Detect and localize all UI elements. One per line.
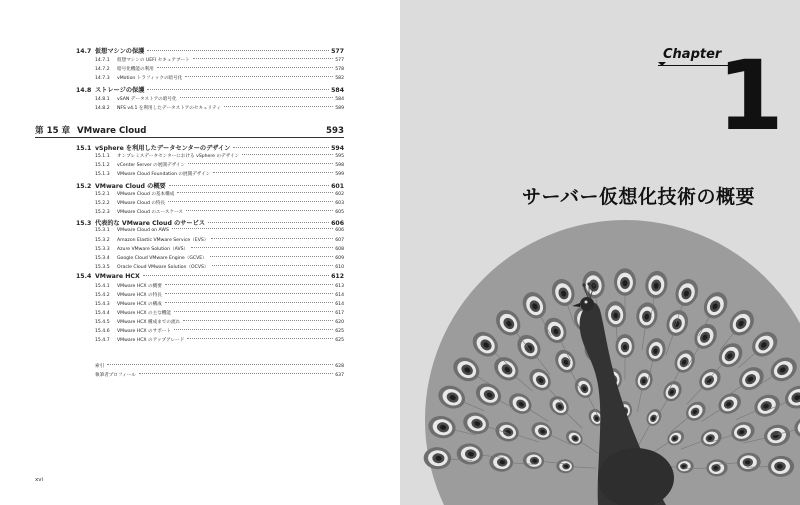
authors-title: 執筆者プロフィール bbox=[95, 373, 136, 378]
leader-dots bbox=[147, 50, 329, 51]
leader-dots bbox=[172, 228, 333, 229]
page-number: 614 bbox=[335, 302, 344, 307]
page-number: 584 bbox=[335, 97, 344, 102]
page-number: 599 bbox=[335, 172, 344, 177]
subsection-title: VMware Cloud のユースケース bbox=[117, 210, 184, 215]
section-title: 仮想マシンの保護 bbox=[95, 48, 145, 55]
page-number: 593 bbox=[326, 126, 344, 136]
toc-subsection[interactable] bbox=[95, 301, 344, 307]
page-number: 606 bbox=[331, 220, 344, 227]
page-number: 577 bbox=[335, 58, 344, 63]
toc-subsection[interactable] bbox=[95, 66, 344, 72]
toc-subsection[interactable] bbox=[95, 337, 344, 343]
subsection-title: Azure VMware Solution（AVS） bbox=[117, 247, 189, 252]
page-number: 606 bbox=[335, 228, 344, 233]
chapter-number: 1 bbox=[717, 40, 784, 152]
subsection-number: 15.4.1 bbox=[95, 284, 110, 289]
leader-dots bbox=[212, 265, 334, 266]
subsection-number: 15.4.6 bbox=[95, 329, 110, 334]
subsection-number: 15.2.3 bbox=[95, 210, 110, 215]
subsection-title: VMware Cloud の基本構成 bbox=[117, 192, 175, 197]
leader-dots bbox=[186, 210, 333, 211]
page-number: 628 bbox=[335, 364, 344, 369]
toc-subsection[interactable] bbox=[95, 237, 344, 243]
leader-dots bbox=[242, 154, 333, 155]
leader-dots bbox=[139, 373, 333, 374]
subsection-title: vSAN データストアの暗号化 bbox=[117, 97, 177, 102]
leader-dots bbox=[224, 106, 333, 107]
subsection-number: 15.3.2 bbox=[95, 238, 110, 243]
subsection-title: Oracle Cloud VMware Solution（OCVS） bbox=[117, 265, 209, 270]
subsection-title: Google Cloud VMware Engine（GCVE） bbox=[117, 256, 207, 261]
leader-dots bbox=[107, 364, 333, 365]
page-number: 582 bbox=[335, 76, 344, 81]
leader-dots bbox=[174, 329, 333, 330]
section-number: 15.1 bbox=[76, 145, 92, 152]
section-number: 15.3 bbox=[76, 220, 92, 227]
toc-subsection[interactable] bbox=[95, 283, 344, 289]
toc-section[interactable] bbox=[76, 273, 344, 280]
leader-dots bbox=[185, 76, 333, 77]
page-number: 607 bbox=[335, 238, 344, 243]
toc-subsection[interactable] bbox=[95, 264, 344, 270]
subsection-number: 15.4.7 bbox=[95, 338, 110, 343]
subsection-number: 15.1.3 bbox=[95, 172, 110, 177]
subsection-number: 14.8.1 bbox=[95, 97, 110, 102]
section-title: VMware Cloud の概要 bbox=[95, 183, 166, 190]
toc-subsection[interactable] bbox=[95, 255, 344, 261]
subsection-title: VMware HCX の主な機能 bbox=[117, 311, 171, 316]
page-number: 594 bbox=[331, 145, 344, 152]
toc-subsection[interactable] bbox=[95, 209, 344, 215]
toc-section[interactable] bbox=[76, 85, 344, 94]
subsection-number: 15.2.1 bbox=[95, 192, 110, 197]
page-number: 595 bbox=[335, 154, 344, 159]
leader-dots bbox=[208, 222, 329, 223]
leader-dots bbox=[147, 89, 329, 90]
leader-dots bbox=[210, 256, 333, 257]
page-number: 605 bbox=[335, 210, 344, 215]
toc-subsection[interactable] bbox=[95, 96, 344, 102]
page-number: 584 bbox=[331, 87, 344, 94]
chapter-label: Chapter bbox=[663, 47, 722, 62]
section-title: 代表的な VMware Cloud のサービス bbox=[95, 220, 205, 227]
toc-subsection[interactable] bbox=[95, 200, 344, 206]
toc-subsection[interactable] bbox=[95, 57, 344, 63]
subsection-title: VMware Cloud Foundation の展開デザイン bbox=[117, 172, 211, 177]
subsection-title: VMware HCX の構成 bbox=[117, 302, 162, 307]
leader-dots bbox=[191, 247, 333, 248]
subsection-title: VMware HCX 構成までの流れ bbox=[117, 320, 181, 325]
subsection-number: 15.4.2 bbox=[95, 293, 110, 298]
subsection-number: 15.4.3 bbox=[95, 302, 110, 307]
page-number: 613 bbox=[335, 284, 344, 289]
leader-dots bbox=[213, 172, 333, 173]
subsection-number: 15.4.5 bbox=[95, 320, 110, 325]
section-title: vSphere を利用したデータセンターのデザイン bbox=[95, 145, 231, 152]
leader-dots bbox=[183, 320, 333, 321]
page-folio: xvi bbox=[35, 477, 44, 483]
subsection-title: 仮想マシンの UEFI セキュアブート bbox=[117, 58, 190, 63]
subsection-number: 15.2.2 bbox=[95, 201, 110, 206]
subsection-number: 15.3.3 bbox=[95, 247, 110, 252]
page-number: 625 bbox=[335, 338, 344, 343]
page-number: 612 bbox=[331, 273, 344, 280]
leader-dots bbox=[193, 58, 334, 59]
toc-authors[interactable] bbox=[95, 372, 344, 378]
page-number: 598 bbox=[335, 163, 344, 168]
subsection-title: NFS v4.1 を利用したデータストアのセキュリティ bbox=[117, 106, 221, 111]
toc-subsection[interactable] bbox=[95, 246, 344, 252]
toc-subsection[interactable] bbox=[95, 171, 344, 177]
leader-dots bbox=[165, 302, 333, 303]
page-number: 609 bbox=[335, 256, 344, 261]
section-number: 14.7 bbox=[76, 48, 92, 55]
subsection-number: 15.3.5 bbox=[95, 265, 110, 270]
chapter-number: 第 15 章 bbox=[35, 126, 71, 136]
peacock-head bbox=[580, 297, 594, 311]
subsection-title: VMware HCX のアップグレード bbox=[117, 338, 185, 343]
subsection-title: vCenter Server の展開デザイン bbox=[117, 163, 185, 168]
index-title: 索引 bbox=[95, 364, 105, 369]
leader-dots bbox=[188, 163, 333, 164]
subsection-title: VMware Cloud の特長 bbox=[117, 201, 166, 206]
subsection-title: VMware HCX の特長 bbox=[117, 293, 162, 298]
page-number: 620 bbox=[335, 320, 344, 325]
leader-dots bbox=[211, 238, 333, 239]
subsection-number: 14.8.2 bbox=[95, 106, 110, 111]
toc-section[interactable] bbox=[76, 218, 344, 227]
leader-dots bbox=[180, 97, 334, 98]
section-title: VMware HCX bbox=[95, 273, 140, 280]
page-number: 601 bbox=[331, 183, 344, 190]
subsection-title: Amazon Elastic VMware Service（EVS） bbox=[117, 238, 209, 243]
leader-dots bbox=[187, 338, 333, 339]
leader-dots bbox=[177, 192, 333, 193]
page-number: 608 bbox=[335, 247, 344, 252]
subsection-number: 15.1.1 bbox=[95, 154, 110, 159]
page-number: 614 bbox=[335, 293, 344, 298]
toc-subsection[interactable] bbox=[95, 328, 344, 334]
subsection-number: 14.7.2 bbox=[95, 67, 110, 72]
leader-dots bbox=[157, 67, 333, 68]
page-number: 602 bbox=[335, 192, 344, 197]
subsection-number: 15.3.4 bbox=[95, 256, 110, 261]
toc-subsection[interactable] bbox=[95, 191, 344, 197]
toc-subsection[interactable] bbox=[95, 228, 344, 233]
leader-dots bbox=[233, 147, 329, 148]
toc-subsection[interactable] bbox=[95, 319, 344, 325]
toc-section[interactable] bbox=[76, 181, 344, 190]
page-number: 617 bbox=[335, 311, 344, 316]
toc-index[interactable] bbox=[95, 363, 344, 369]
toc-subsection[interactable] bbox=[95, 162, 344, 168]
page-number: 610 bbox=[335, 265, 344, 270]
toc-section[interactable] bbox=[76, 143, 344, 152]
chapter-title: VMware Cloud bbox=[77, 126, 147, 136]
chapter-underline bbox=[35, 137, 344, 138]
leader-dots bbox=[143, 275, 329, 276]
subsection-title: vMotion トラフィックの暗号化 bbox=[117, 76, 183, 81]
section-title: ストレージの保護 bbox=[95, 87, 145, 94]
toc-chapter[interactable] bbox=[35, 124, 344, 136]
subsection-number: 14.7.3 bbox=[95, 76, 110, 81]
page-number: 637 bbox=[335, 373, 344, 378]
subsection-title: VMware HCX のサポート bbox=[117, 329, 171, 334]
page-number: 577 bbox=[331, 48, 344, 55]
toc-subsection[interactable] bbox=[95, 153, 344, 159]
page-number: 625 bbox=[335, 329, 344, 334]
page-number: 589 bbox=[335, 106, 344, 111]
subsection-number: 14.7.1 bbox=[95, 58, 110, 63]
subsection-title: VMware Cloud on AWS bbox=[117, 228, 169, 233]
leader-dots bbox=[165, 293, 333, 294]
leader-dots bbox=[174, 311, 333, 312]
leader-dots bbox=[168, 201, 333, 202]
section-number: 15.4 bbox=[76, 273, 92, 280]
leader-dots bbox=[169, 185, 329, 186]
toc-subsection[interactable] bbox=[95, 310, 344, 316]
subsection-title: 暗号化機能の利用 bbox=[117, 67, 154, 72]
subsection-number: 15.4.4 bbox=[95, 311, 110, 316]
leader-dots bbox=[165, 284, 333, 285]
subsection-title: オンプレミスデータセンターにおける vSphere のデザイン bbox=[117, 154, 240, 159]
subsection-number: 15.1.2 bbox=[95, 163, 110, 168]
toc-subsection[interactable] bbox=[95, 105, 344, 111]
section-number: 15.2 bbox=[76, 183, 92, 190]
subsection-number: 15.3.1 bbox=[95, 228, 110, 233]
section-number: 14.8 bbox=[76, 87, 92, 94]
toc-subsection[interactable] bbox=[95, 75, 344, 81]
subsection-title: VMware HCX の概要 bbox=[117, 284, 162, 289]
page-number: 603 bbox=[335, 201, 344, 206]
chapter-title: サーバー仮想化技術の概要 bbox=[522, 186, 756, 208]
toc-subsection[interactable] bbox=[95, 292, 344, 298]
page-number: 578 bbox=[335, 67, 344, 72]
peacock-eye bbox=[585, 301, 588, 304]
toc-section[interactable] bbox=[76, 46, 344, 55]
